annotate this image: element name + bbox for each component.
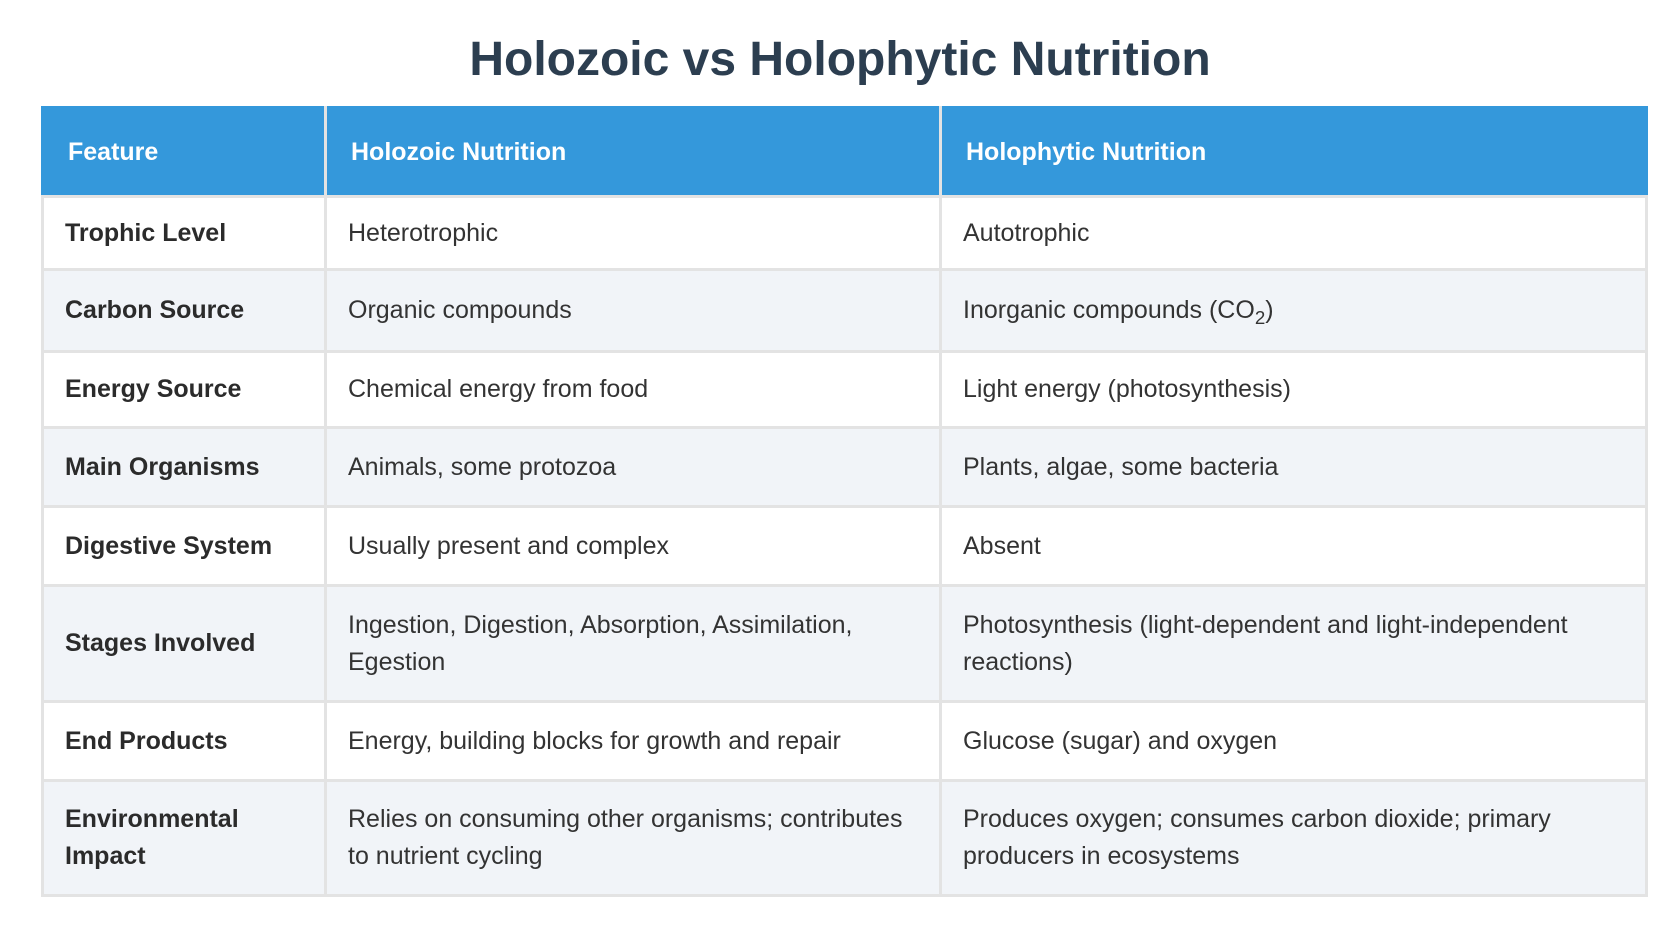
holozoic-cell: Animals, some protozoa <box>326 428 941 507</box>
holophytic-cell: Absent <box>941 507 1647 586</box>
holozoic-cell: Ingestion, Digestion, Absorption, Assimilation, Egestion <box>326 586 941 702</box>
header-holozoic: Holozoic Nutrition <box>326 108 941 197</box>
table-row <box>43 507 1647 586</box>
feature-cell: Trophic Level <box>43 197 326 270</box>
table-header-row <box>43 108 1647 197</box>
feature-cell: Energy Source <box>43 352 326 428</box>
table-row <box>43 352 1647 428</box>
holozoic-cell: Organic compounds <box>326 270 941 352</box>
holozoic-cell: Relies on consuming other organisms; contributes to nutrient cycling <box>326 781 941 896</box>
holozoic-cell: Usually present and complex <box>326 507 941 586</box>
comparison-table <box>41 106 1648 897</box>
holozoic-cell: Chemical energy from food <box>326 352 941 428</box>
holophytic-text-end: ) <box>1265 296 1274 324</box>
holophytic-cell: Light energy (photosynthesis) <box>941 352 1647 428</box>
table-row <box>43 586 1647 702</box>
holophytic-cell <box>941 270 1647 352</box>
table-row <box>43 781 1647 896</box>
holozoic-cell: Heterotrophic <box>326 197 941 270</box>
holophytic-cell: Glucose (sugar) and oxygen <box>941 702 1647 781</box>
feature-cell: Carbon Source <box>43 270 326 352</box>
page-title: Holozoic vs Holophytic Nutrition <box>469 33 1211 86</box>
feature-cell: End Products <box>43 702 326 781</box>
feature-cell: Digestive System <box>43 507 326 586</box>
holozoic-cell: Energy, building blocks for growth and repair <box>326 702 941 781</box>
holophytic-text: Inorganic compounds (CO <box>963 296 1255 324</box>
subscript: 2 <box>1254 307 1266 328</box>
table-row <box>43 428 1647 507</box>
feature-cell: Stages Involved <box>43 586 326 702</box>
holophytic-cell: Produces oxygen; consumes carbon dioxide; primary producers in ecosystems <box>941 781 1647 896</box>
header-holophytic: Holophytic Nutrition <box>941 108 1647 197</box>
table-row <box>43 197 1647 270</box>
holophytic-cell: Photosynthesis (light-dependent and light-independent reactions) <box>941 586 1647 702</box>
feature-cell: Main Organisms <box>43 428 326 507</box>
feature-cell: Environmental Impact <box>43 781 326 896</box>
table-row <box>43 702 1647 781</box>
header-feature: Feature <box>43 108 326 197</box>
table-row <box>43 270 1647 352</box>
holophytic-cell: Plants, algae, some bacteria <box>941 428 1647 507</box>
holophytic-cell: Autotrophic <box>941 197 1647 270</box>
